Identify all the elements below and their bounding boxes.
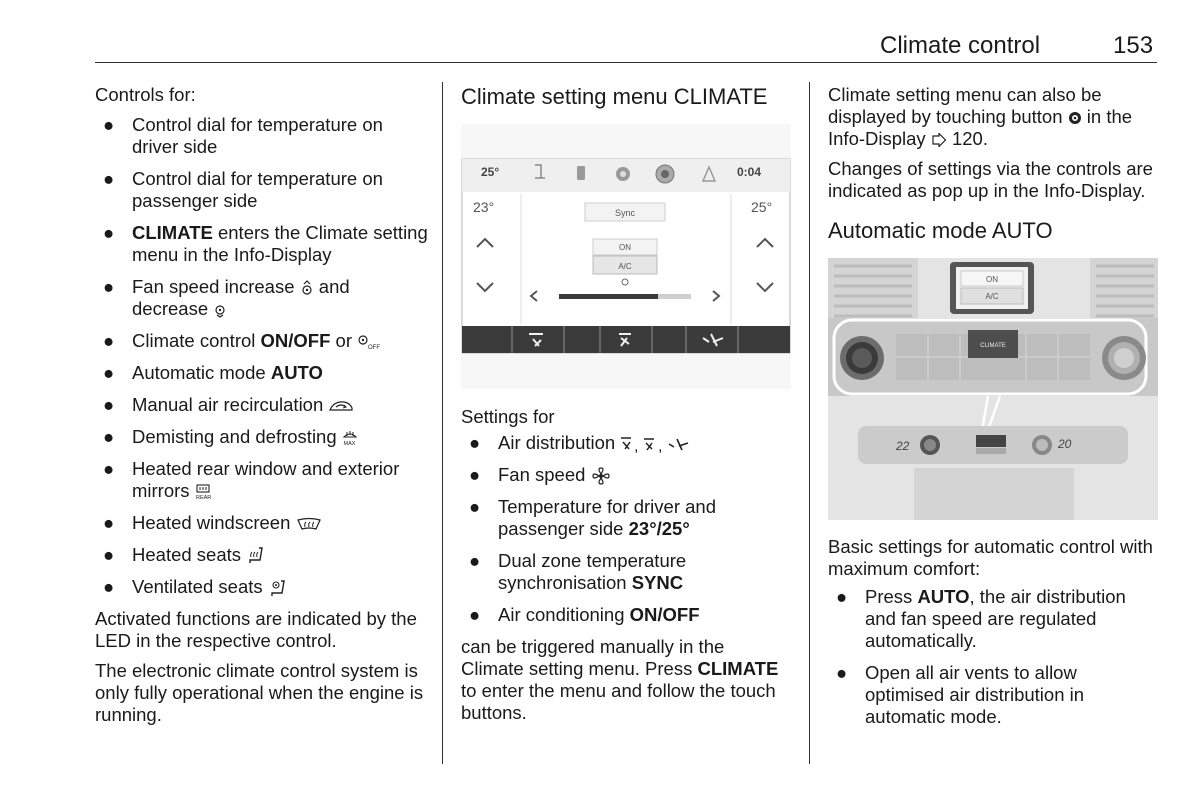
lower-temp-right: 20 — [1058, 437, 1072, 451]
ventilated-seat-icon — [268, 578, 288, 598]
fan-speed-fill — [559, 294, 658, 299]
basic-settings-paragraph: Basic settings for automatic control with maximum comfort: — [828, 536, 1153, 579]
list-item: ● Air distribution , , — [461, 432, 791, 454]
settings-for-label: Settings for — [461, 406, 555, 427]
auto-mode-figure — [828, 258, 1158, 520]
controls-list — [95, 114, 430, 598]
svg-text:,: , — [634, 438, 639, 454]
svg-text:MAX: MAX — [343, 441, 356, 448]
list-item: ● Heated rear window and exterior mirrors REAR — [103, 458, 400, 502]
climate-menu-heading: Climate setting menu CLIMATE — [461, 84, 768, 109]
page-header-title: Climate control — [880, 32, 1041, 59]
controls-intro: Controls for: — [95, 84, 196, 105]
climate-button-icon — [1068, 111, 1082, 125]
column-divider-2 — [809, 82, 810, 764]
menu-display-paragraph: Climate setting menu can also be displayed by touching button in the Info-Display 120. — [828, 84, 1133, 149]
page-reference-icon — [931, 133, 947, 147]
nav-climate-icon[interactable] — [656, 165, 674, 183]
climate-button[interactable] — [968, 330, 1018, 358]
lower-temp-left: 22 — [896, 439, 910, 453]
air-distribution-icons — [620, 435, 696, 453]
list-item: ● Air conditioning ON/OFF — [469, 604, 700, 625]
list-item: ● Climate control ON/OFF or OFF — [103, 330, 381, 351]
svg-text:REAR: REAR — [195, 495, 211, 502]
fan-off-icon — [357, 334, 381, 350]
list-item: ● Dual zone temperature synchronisation SYNC — [469, 550, 687, 593]
svg-text:A/C: A/C — [985, 292, 999, 301]
list-item: ● Ventilated seats — [95, 576, 430, 598]
ac-button[interactable] — [593, 256, 657, 274]
list-item: ● Heated windscreen — [95, 512, 430, 534]
auto-mode-heading: Automatic mode AUTO — [828, 218, 1053, 243]
svg-text:A/C: A/C — [618, 262, 632, 271]
list-item: ● Demisting and defrosting MAX — [95, 426, 430, 448]
climate-panel-illustration — [828, 258, 1158, 520]
list-item: ● Press AUTO, the air distribution and fan speed are regulated automatically. — [836, 586, 1126, 651]
list-item: ● Fan speed — [461, 464, 791, 486]
column-3 — [828, 84, 1158, 738]
heated-windscreen-icon — [296, 517, 322, 531]
list-item: ● Heated seats — [95, 544, 430, 566]
fan-increase-icon — [300, 280, 314, 296]
list-item: ● CLIMATE enters the Climate setting menu in the Info-Display — [103, 222, 428, 265]
fan-speed-icon — [591, 467, 611, 485]
engine-paragraph: The electronic climate control system is only fully operational when the engine is running. — [95, 660, 424, 726]
list-item: ● Automatic mode AUTO — [103, 362, 323, 383]
header-rule — [95, 62, 1157, 63]
left-air-vent — [828, 258, 918, 326]
list-item: ● Temperature for driver and passenger side 23°/25° — [469, 496, 716, 539]
svg-text:Sync: Sync — [614, 208, 636, 218]
nav-navigation-icon[interactable] — [616, 167, 630, 181]
led-paragraph: Activated functions are indicated by the LED in the respective control. — [95, 608, 417, 652]
svg-text:CLIMATE: CLIMATE — [980, 343, 1006, 349]
heated-seat-icon — [246, 546, 266, 566]
settings-list — [461, 432, 791, 626]
sync-button[interactable] — [585, 203, 665, 221]
list-item: ● Control dial for temperature on driver side — [103, 114, 383, 157]
page-number: 153 — [1113, 32, 1154, 59]
climate-screen-figure — [461, 124, 791, 389]
ac-on-button[interactable] — [593, 239, 657, 255]
svg-text:OFF: OFF — [368, 345, 381, 351]
list-item: ● Control dial for temperature on passenger side — [103, 168, 383, 211]
lower-passenger-dial[interactable] — [1032, 435, 1052, 455]
column-1 — [95, 84, 430, 734]
popup-screen — [950, 262, 1034, 314]
list-item: ● Open all air vents to allow optimised air distribution in automatic mode. — [836, 662, 1085, 727]
nav-phone-icon[interactable] — [577, 166, 585, 180]
list-item: ● Manual air recirculation — [95, 394, 430, 416]
right-air-vent — [1090, 258, 1158, 326]
lower-climate-button[interactable] — [976, 435, 1006, 454]
recirculation-icon — [328, 399, 354, 413]
screen-temp-passenger: 25° — [751, 199, 773, 215]
auto-list — [828, 586, 1158, 728]
screen-temp-driver: 23° — [473, 199, 495, 215]
rear-defrost-icon — [195, 483, 211, 501]
svg-text:ON: ON — [986, 275, 998, 284]
driver-temperature-dial[interactable] — [840, 336, 884, 380]
column-2 — [461, 84, 791, 732]
lower-driver-dial[interactable] — [920, 435, 940, 455]
climate-screen-illustration — [461, 124, 791, 389]
passenger-temperature-dial[interactable] — [1102, 336, 1146, 380]
list-item: ● Fan speed increase and decrease — [103, 276, 350, 319]
svg-text:ON: ON — [619, 243, 631, 252]
svg-text:,: , — [658, 438, 663, 454]
defrost-max-icon — [342, 429, 358, 447]
screen-temp-top: 25° — [481, 165, 500, 179]
fan-decrease-icon — [213, 302, 227, 318]
screen-time: 0:04 — [737, 165, 762, 179]
trigger-paragraph: can be triggered manually in the Climate setting menu. Press CLIMATE to enter the menu and follow the touch buttons. — [461, 636, 779, 723]
popup-paragraph: Changes of settings via the controls are indicated as pop up in the Info-Display. — [828, 158, 1153, 201]
column-divider-1 — [442, 82, 443, 764]
